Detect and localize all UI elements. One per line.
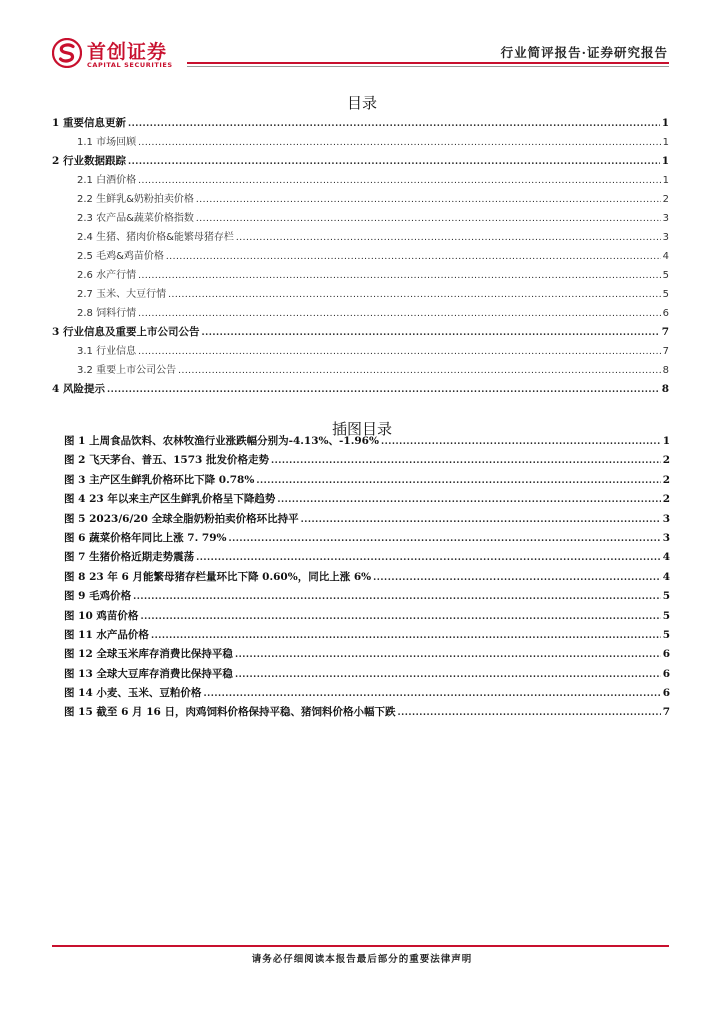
toc-entry-label: 2.3 农产品&蔬菜价格指数	[77, 213, 194, 224]
toc-entry-page: 3	[662, 213, 669, 224]
toc-entry-label: 4 风险提示	[52, 383, 105, 395]
dot-leader	[138, 133, 661, 153]
dot-leader	[203, 684, 660, 704]
dot-leader	[256, 471, 660, 491]
figure-entry[interactable]	[64, 626, 670, 645]
figure-entry[interactable]	[64, 665, 670, 684]
toc-entry[interactable]	[52, 342, 669, 361]
toc-entry[interactable]	[52, 171, 669, 190]
figure-entry-page: 2	[662, 473, 670, 486]
dot-leader	[196, 190, 661, 210]
dot-leader	[138, 342, 661, 362]
toc-entry-page: 5	[662, 270, 669, 281]
figure-entry[interactable]	[64, 451, 670, 470]
toc-entry[interactable]	[52, 361, 669, 380]
toc-entry-page: 8	[662, 365, 669, 376]
figure-entry-label: 图 15 截至 6 月 16 日，肉鸡饲料价格保持平稳、猪饲料价格小幅下跌	[64, 706, 396, 719]
figure-entry-page: 6	[662, 687, 670, 700]
figure-entry-page: 2	[662, 454, 670, 467]
figure-entry-label: 图 2 飞天茅台、普五、1573 批发价格走势	[64, 454, 269, 467]
figure-entry-page: 3	[662, 512, 670, 525]
toc-entry[interactable]	[52, 152, 669, 171]
figure-entry-page: 4	[662, 570, 670, 583]
dot-leader	[201, 323, 659, 343]
toc-entry[interactable]	[52, 133, 669, 152]
figure-entry[interactable]	[64, 568, 670, 587]
figure-entry-label: 图 6 蔬菜价格年同比上涨 7. 79%	[64, 531, 227, 544]
figure-entry[interactable]	[64, 432, 670, 451]
dot-leader	[178, 361, 661, 381]
figure-entry-label: 图 14 小麦、玉米、豆粕价格	[64, 687, 202, 700]
figure-entry-page: 1	[662, 435, 670, 447]
figure-entry-label: 图 8 23 年 6 月能繁母猪存栏量环比下降 0.60%，同比上涨 6%	[64, 570, 372, 583]
toc-entry[interactable]	[52, 380, 669, 399]
dot-leader	[235, 665, 661, 685]
figure-entry-page: 5	[662, 590, 670, 603]
figure-entry[interactable]	[64, 645, 670, 664]
brand-name-cn: 首创证券	[87, 41, 168, 63]
toc-entry-label: 2 行业数据跟踪	[52, 155, 126, 167]
figure-entry-label: 图 12 全球玉米库存消费比保持平稳	[64, 648, 233, 661]
figure-list-title: 插图目录	[331, 420, 392, 438]
page-header	[0, 0, 724, 75]
toc-entry-page: 6	[662, 308, 669, 319]
figure-entry[interactable]	[64, 548, 670, 567]
figure-entry-page: 3	[662, 531, 670, 544]
toc-entry-page: 4	[662, 251, 669, 262]
figure-entry-label: 图 5 2023/6/20 全球全脂奶粉拍卖价格环比持平	[64, 512, 299, 525]
toc-entry-label: 3 行业信息及重要上市公司公告	[52, 326, 200, 338]
toc-entry-label: 1.1 市场回顾	[77, 137, 137, 148]
figure-entry-label: 图 9 毛鸡价格	[64, 590, 132, 603]
dot-leader	[228, 529, 660, 549]
toc-entry-page: 8	[661, 383, 669, 395]
brand-name-en: CAPITAL SECURITIES	[87, 61, 173, 69]
dot-leader	[235, 645, 661, 665]
figure-entry-page: 2	[662, 493, 670, 506]
figure-entry-page: 5	[662, 628, 670, 641]
dot-leader	[373, 568, 661, 588]
dot-leader	[138, 304, 661, 324]
toc-entry-label: 2.1 白酒价格	[77, 175, 137, 186]
dot-leader	[166, 247, 661, 267]
dot-leader	[196, 548, 661, 568]
figure-entry-label: 图 7 生猪价格近期走势震荡	[64, 551, 195, 564]
footer-divider	[52, 945, 669, 947]
figure-list	[64, 432, 670, 723]
figure-entry-label: 图 11 水产品价格	[64, 628, 149, 641]
toc-entry-label: 1 重要信息更新	[52, 117, 126, 129]
toc-entry-page: 1	[661, 117, 669, 129]
figure-entry[interactable]	[64, 607, 670, 626]
dot-leader	[138, 266, 661, 286]
table-of-contents	[52, 114, 669, 399]
dot-leader	[271, 451, 661, 471]
toc-entry[interactable]	[52, 285, 669, 304]
figure-entry-page: 7	[662, 706, 670, 719]
toc-entry-label: 2.6 水产行情	[77, 270, 137, 281]
toc-entry-label: 2.5 毛鸡&鸡苗价格	[77, 251, 164, 262]
dot-leader	[107, 380, 660, 400]
figure-entry[interactable]	[64, 490, 670, 509]
toc-entry-page: 1	[661, 155, 669, 167]
figure-entry-label: 图 13 全球大豆库存消费比保持平稳	[64, 667, 233, 680]
toc-entry-label: 2.4 生猪、猪肉价格&能繁母猪存栏	[77, 232, 234, 243]
header-divider	[187, 62, 669, 64]
figure-entry[interactable]	[64, 684, 670, 703]
dot-leader	[133, 587, 661, 607]
toc-entry-label: 3.2 重要上市公司公告	[77, 365, 177, 376]
figure-entry-page: 6	[662, 667, 670, 680]
figure-entry-page: 6	[662, 648, 670, 661]
toc-entry[interactable]	[52, 114, 669, 133]
toc-entry[interactable]	[52, 323, 669, 342]
dot-leader	[168, 285, 661, 305]
toc-entry-page: 7	[662, 346, 669, 357]
figure-entry[interactable]	[64, 703, 670, 722]
toc-entry[interactable]	[52, 247, 669, 266]
header-divider-thin	[187, 66, 669, 67]
figure-entry[interactable]	[64, 471, 670, 490]
dot-leader	[128, 152, 660, 172]
figure-entry[interactable]	[64, 510, 670, 529]
toc-entry-label: 2.8 饲料行情	[77, 308, 137, 319]
toc-entry-page: 7	[661, 326, 669, 338]
toc-entry-label: 3.1 行业信息	[77, 346, 137, 357]
toc-entry[interactable]	[52, 266, 669, 285]
toc-entry[interactable]	[52, 228, 669, 247]
toc-entry-page: 1	[662, 137, 669, 148]
toc-entry[interactable]	[52, 304, 669, 323]
dot-leader	[151, 626, 661, 646]
toc-entry-label: 2.2 生鲜乳&奶粉拍卖价格	[77, 194, 194, 205]
capital-securities-logo-icon	[52, 38, 82, 68]
report-type-label: 行业简评报告·证券研究报告	[500, 45, 668, 60]
figure-entry-page: 5	[662, 609, 670, 622]
figure-entry-label: 图 4 23 年以来主产区生鲜乳价格呈下降趋势	[64, 493, 276, 506]
toc-title: 目录	[346, 94, 377, 112]
dot-leader	[301, 510, 661, 530]
dot-leader	[381, 432, 661, 452]
toc-entry-page: 1	[662, 175, 669, 186]
figure-entry[interactable]	[64, 587, 670, 606]
toc-entry-page: 3	[662, 232, 669, 243]
dot-leader	[236, 228, 661, 248]
figure-entry-label: 图 3 主产区生鲜乳价格环比下降 0.78%	[64, 473, 255, 486]
dot-leader	[140, 607, 660, 627]
toc-entry-page: 2	[662, 194, 669, 205]
dot-leader	[397, 703, 660, 723]
legal-disclaimer: 请务必仔细阅读本报告最后部分的重要法律声明	[251, 954, 473, 965]
dot-leader	[196, 209, 661, 229]
figure-entry-page: 4	[662, 551, 670, 564]
dot-leader	[138, 171, 661, 191]
dot-leader	[128, 114, 660, 134]
figure-entry[interactable]	[64, 529, 670, 548]
toc-entry[interactable]	[52, 190, 669, 209]
toc-entry-page: 5	[662, 289, 669, 300]
figure-entry-label: 图 10 鸡苗价格	[64, 609, 139, 622]
figure-entry-label: 图 1 上周食品饮料、农林牧渔行业涨跌幅分别为-4.13%、-1.96%	[64, 435, 379, 447]
dot-leader	[277, 490, 660, 510]
toc-entry[interactable]	[52, 209, 669, 228]
toc-entry-label: 2.7 玉米、大豆行情	[77, 289, 167, 300]
